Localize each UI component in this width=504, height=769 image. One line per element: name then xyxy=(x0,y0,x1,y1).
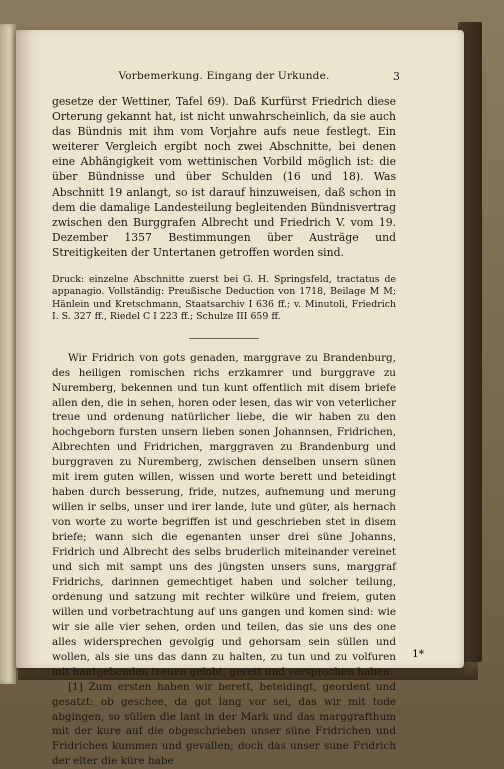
running-title: Vorbemerkung. Eingang der Urkunde. xyxy=(118,70,330,82)
book-page xyxy=(16,30,464,768)
running-head xyxy=(52,70,400,86)
charter-text: Wir Fridrich von gots genaden, marggrave zu Brandenburg, des heiligen romischen richs erzkamrer und burggrave zu Nuremberg, bekennen und tun kunt offentlich mit disem briefe allen den, die in sehen, horen oder lesen, das wir von veterlicher treue und ordenung natürlicher liebe, die wir haben zu den hochgeborn fursten unsern lieben sonen Johannsen, Fridrichen, Albrechten und Fridrichen, marggraven zu Brandenburg und burggraven zu Nuremberg, zwischen denselben unsern sünen mit irem guten willen, wissen und worte berett und beteidingt haben durch besserung, fride, nutzes, aufnemung und merung willen ir selbs, unser und irer lande, lute und güter, als hernach von worte zu worte begriffen ist und geschrieben stet in disem briefe; wann sich die egenanten unser drei süne Johanns, Fridrich und Albrecht des selbs bruderlich miteinander vereinet und sich mit sampt uns des jüngsten unsers suns, marggraf Fridrichs, darinnen gemechtiget haben und solcher teilung, ordenung und satzung mit rechter wilküre und freiem, guten willen und vorbetrachtung auf uns gangen und komen sind: wie wir sie alle vier sehen, orden und teilen, das sie uns des one alles widersprechen gevolgig und gehorsam sein süllen und wollen, als sie uns das dann zu halten, zu tun und zu volfuren mit hantgebenden treuen gelobt, gerett und versprochen haben. xyxy=(52,351,396,678)
clause-1: [1] Zum ersten haben wir berett, beteidingt, geordent und gesatzt: ob geschee, da got lang vor sei, das wir mit tode abgingen, so süllen die lant in der Mark und das marggrafthum mit der kure auf die obgeschrieben unser süne Fridrichen und Fridrichen kummen und gevallen; doch das unser sune Fridrich der elter die küre habe xyxy=(52,680,396,768)
page-number: 3 xyxy=(393,70,400,83)
facing-page-edge xyxy=(0,24,16,684)
intro-paragraph: gesetze der Wettiner, Tafel 69). Daß Kurfürst Friedrich diese Orterung gekannt hat, ist nicht unwahrscheinlich, da sie auch das Bündnis mit ihm vom Vorjahre aufs neue festlegt. Ein weiterer Vergleich ergibt noch zwei Abschnitte, bei denen eine Abhängigkeit vom wettinischen Vorbild möglich ist: die über Bündnisse und über Schulden (16 und 18). Was Abschnitt 19 anlangt, so ist darauf hinzuweisen, daß schon in dem die damalige Landesteilung begleitenden Bündnisvertrag zwischen den Burggrafen Albrecht und Friedrich V. vom 19. Dezember 1357 Bestimmungen über Austräge und Streitigkeiten der Untertanen getroffen worden sind. xyxy=(52,95,396,259)
signature-mark: 1* xyxy=(412,648,424,660)
section-divider xyxy=(189,338,259,339)
page-content xyxy=(52,70,400,769)
source-note: Druck: einzelne Abschnitte zuerst bei G. H. Springsfeld, tractatus de appanagio. Vollständig: Preußische Deduction von 1718, Beilage M M; Hänlein und Kretschmann, Staatsarchiv I 636 ff.; v. Minutoli, Friedrich I. S. 327 ff., Riedel C I 223 ff.; Schulze III 659 ff. xyxy=(52,274,396,323)
